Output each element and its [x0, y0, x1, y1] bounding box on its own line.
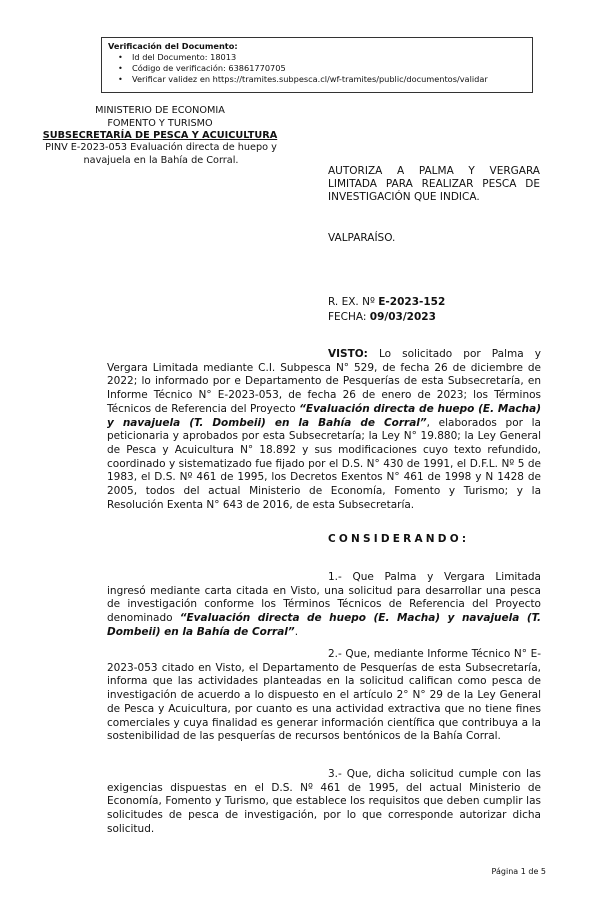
verification-link[interactable]: • Verificar validez en https://tramites.subpesca.cl/wf-tramites/public/documentos/validar	[118, 74, 526, 85]
visto-text-2: , elaborados por la peticionaria y aprobados por esta Subsecretaría; la Ley N° 19.880; la Ley General de Pesca y Acuicultura N° 18.892 y sus modificaciones cuyo texto refundido, coordinado y sistematizado fue fijado por el D.S. N° 430 de 1991, el D.F.L. Nº 5 de 1983, el D.S. Nº 461 de 1995, los Decretos Exentos N° 461 de 1998 y N 1428 de 2005, todos del actual Ministerio de Economía, Fomento y Turismo; y la Resolución Exenta N° 643 de 2016, de esta Subsecretaría.	[107, 416, 541, 511]
ministry-name: MINISTERIO DE ECONOMIA	[95, 105, 225, 116]
city: VALPARAÍSO.	[328, 232, 396, 244]
document-id: • Id del Documento: 18013	[118, 52, 526, 63]
visto-project-title: “Evaluación directa de huepo (E. Macha) y navajuela (T. Dombeii) en la Bahía de Corral”	[107, 402, 542, 429]
fecha-value: 09/03/2023	[369, 311, 436, 323]
considerando-1	[107, 571, 541, 640]
visto-text-1: Lo solicitado por Palma y Vergara Limitada mediante C.I. Subpesca N° 529, de fecha 26 de diciembre de 2022; lo informado por e Departamento de Pesquerías de esta Subsecretaría, en Informe Técnico N° E-2023-053, de fecha 26 de enero de 2023; los Términos Técnicos de Referencia del Proyecto	[107, 348, 541, 415]
visto-label: VISTO:	[328, 348, 368, 360]
rex-value: E-2023-152	[378, 296, 446, 308]
considerando-1-project: “Evaluación directa de huepo (E. Macha) y navajuela (T. Dombeii) en la Bahía de Corral”	[107, 612, 542, 638]
considerando-heading: CONSIDERANDO:	[328, 533, 470, 545]
considerando-1-end: .	[294, 625, 299, 638]
pinv-reference: PINV E-2023-053 Evaluación directa de huepo y navajuela en la Bahía de Corral.	[45, 142, 277, 166]
verification-code: • Código de verificación: 63861770705	[118, 63, 526, 74]
resolution-number	[328, 296, 445, 309]
resolution-date	[328, 311, 436, 324]
ministry-header	[36, 105, 284, 143]
considerando-1-text: 1.- Que Palma y Vergara Limitada ingresó mediante carta citada en Visto, una solicitud para desarrollar una pesca de investigación conforme los Términos Técnicos de Referencia del Proyecto denominado	[107, 571, 541, 625]
fecha-label: FECHA:	[328, 311, 370, 323]
subsecretaria-name: SUBSECRETARÍA DE PESCA Y ACUICULTURA	[42, 130, 278, 141]
considerando-2-text: 2.- Que, mediante Informe Técnico N° E-2023-053 citado en Visto, el Departamento de Pesquerías de esta Subsecretaría, informa que las actividades planteadas en la solicitud califican como pesca de investigación de acuerdo a lo dispuesto en el artículo 2° N° 29 de la Ley General de Pesca y Acuicultura, por cuanto es una actividad extractiva que no tiene fines comerciales y cuya finalidad es generar información científica que contribuya a la sostenibilidad de las pesquerías de recursos bentónicos de la Bahía Corral.	[107, 648, 541, 743]
verification-list	[118, 52, 526, 85]
verification-title: Verificación del Documento:	[108, 41, 238, 51]
verification-box	[101, 37, 533, 93]
ministry-name-2: FOMENTO Y TURISMO	[107, 117, 213, 129]
visto-paragraph	[107, 348, 541, 512]
considerando-3	[107, 768, 541, 837]
resolution-title: AUTORIZA A PALMA Y VERGARA LIMITADA PARA REALIZAR PESCA DE INVESTIGACIÓN QUE INDICA.	[328, 165, 540, 203]
page-number: Página 1 de 5	[491, 867, 546, 876]
considerando-3-text: 3.- Que, dicha solicitud cumple con las exigencias dispuestas en el D.S. Nº 461 de 1995, del actual Ministerio de Economía, Fomento y Turismo, que establece los requisitos que deben cumplir las solicitudes de pesca de investigación, por lo que corresponde autorizar dicha solicitud.	[107, 768, 541, 835]
rex-label: R. EX. Nº	[328, 296, 379, 308]
considerando-2	[107, 648, 541, 744]
